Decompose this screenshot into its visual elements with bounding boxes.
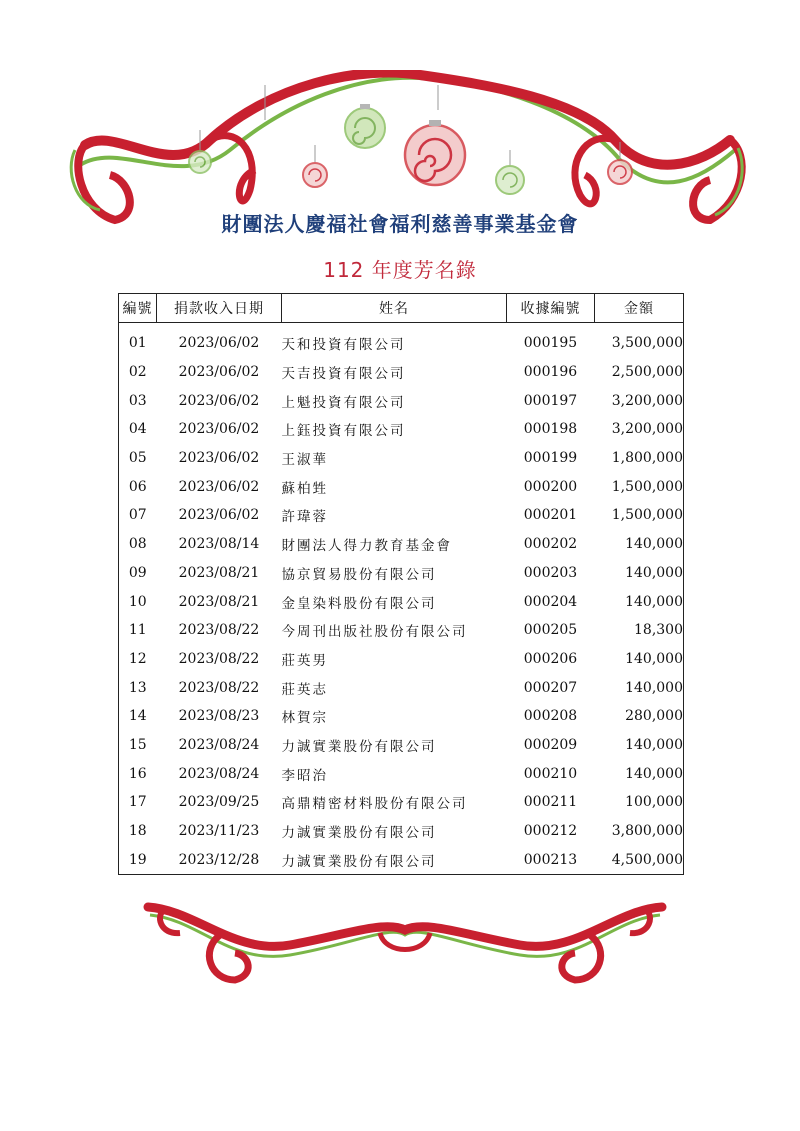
row-number: 10 — [128, 593, 147, 610]
row-amount: 3,800,000 — [611, 823, 683, 840]
row-donor-name: 財團法人得力教育基金會 — [281, 538, 452, 555]
row-receipt-number: 000196 — [523, 364, 578, 381]
row-donor-name: 王淑華 — [281, 452, 328, 469]
row-amount: 4,500,000 — [611, 851, 683, 868]
row-amount: 280,000 — [625, 708, 683, 725]
ornament-red-small-right — [608, 160, 632, 184]
row-donor-name: 力誠實業股份有限公司 — [281, 825, 437, 842]
row-amount: 1,500,000 — [611, 507, 683, 524]
row-donor-name: 天和投資有限公司 — [281, 337, 406, 354]
row-receipt-number: 000195 — [523, 335, 578, 352]
row-donor-name: 天吉投資有限公司 — [281, 366, 406, 383]
row-number: 06 — [128, 478, 147, 495]
table-row — [119, 501, 684, 530]
table-row — [119, 845, 684, 874]
row-date: 2023/08/21 — [178, 564, 260, 581]
table-row — [119, 472, 684, 501]
row-amount: 3,200,000 — [611, 421, 683, 438]
donor-table — [118, 293, 684, 875]
row-receipt-number: 000200 — [523, 478, 578, 495]
row-receipt-number: 000212 — [523, 823, 578, 840]
column-header-receipt: 收據編號 — [507, 294, 595, 323]
row-number: 11 — [128, 622, 147, 639]
row-receipt-number: 000202 — [523, 536, 578, 553]
row-date: 2023/11/23 — [178, 823, 260, 840]
table-row — [119, 759, 684, 788]
row-number: 09 — [128, 564, 147, 581]
row-receipt-number: 000205 — [523, 622, 578, 639]
row-date: 2023/08/14 — [178, 536, 260, 553]
table-row — [119, 673, 684, 702]
row-amount: 18,300 — [634, 622, 683, 639]
table-row — [119, 645, 684, 674]
row-number: 12 — [128, 650, 147, 667]
row-amount: 3,500,000 — [611, 335, 683, 352]
organization-name: 財團法人慶福社會福利慈善事業基金會 — [221, 212, 579, 236]
row-donor-name: 李昭治 — [281, 767, 328, 784]
row-number: 01 — [128, 335, 147, 352]
top-ribbon-ornament-decoration — [60, 70, 750, 230]
row-receipt-number: 000197 — [523, 392, 578, 409]
row-number: 04 — [128, 421, 147, 438]
table-row — [119, 788, 684, 817]
table-row — [119, 616, 684, 645]
row-amount: 140,000 — [625, 564, 683, 581]
row-donor-name: 今周刊出版社股份有限公司 — [281, 624, 468, 641]
row-date: 2023/06/02 — [178, 507, 260, 524]
row-donor-name: 莊英男 — [281, 652, 328, 669]
row-date: 2023/06/02 — [178, 392, 260, 409]
row-amount: 140,000 — [625, 593, 683, 610]
row-donor-name: 協京貿易股份有限公司 — [281, 566, 437, 583]
row-number: 16 — [128, 765, 147, 782]
row-amount: 140,000 — [625, 536, 683, 553]
table-row — [119, 530, 684, 559]
table-row — [119, 386, 684, 415]
ornament-red-large — [405, 120, 465, 185]
row-date: 2023/08/22 — [178, 650, 260, 667]
row-number: 17 — [128, 794, 147, 811]
column-header-number: 編號 — [119, 294, 157, 323]
row-donor-name: 林賀宗 — [281, 710, 328, 727]
row-number: 15 — [128, 736, 147, 753]
row-date: 2023/08/22 — [178, 622, 260, 639]
row-receipt-number: 000201 — [523, 507, 578, 524]
row-amount: 1,500,000 — [611, 478, 683, 495]
row-date: 2023/06/02 — [178, 335, 260, 352]
row-date: 2023/06/02 — [178, 450, 260, 467]
row-date: 2023/06/02 — [178, 364, 260, 381]
table-row — [119, 587, 684, 616]
table-row — [119, 702, 684, 731]
row-amount: 140,000 — [625, 736, 683, 753]
row-donor-name: 力誠實業股份有限公司 — [281, 853, 437, 870]
row-donor-name: 許瑋蓉 — [281, 509, 328, 526]
row-receipt-number: 000213 — [523, 851, 578, 868]
ornament-green-small-right — [496, 166, 524, 194]
row-receipt-number: 000210 — [523, 765, 578, 782]
table-row — [119, 415, 684, 444]
row-date: 2023/09/25 — [178, 794, 260, 811]
row-date: 2023/06/02 — [178, 478, 260, 495]
row-receipt-number: 000208 — [523, 708, 578, 725]
row-receipt-number: 000207 — [523, 679, 578, 696]
row-receipt-number: 000203 — [523, 564, 578, 581]
row-donor-name: 莊英志 — [281, 681, 328, 698]
row-date: 2023/08/23 — [178, 708, 260, 725]
row-donor-name: 高鼎精密材料股份有限公司 — [281, 796, 468, 813]
row-amount: 140,000 — [625, 765, 683, 782]
row-number: 14 — [128, 708, 147, 725]
row-donor-name: 金皇染料股份有限公司 — [281, 595, 437, 612]
row-receipt-number: 000198 — [523, 421, 578, 438]
row-number: 13 — [128, 679, 147, 696]
row-number: 02 — [128, 364, 147, 381]
row-donor-name: 上魁投資有限公司 — [281, 394, 406, 411]
column-header-name: 姓名 — [282, 294, 507, 323]
row-date: 2023/08/21 — [178, 593, 260, 610]
table-row — [119, 358, 684, 387]
row-date: 2023/08/24 — [178, 736, 260, 753]
row-donor-name: 上鈺投資有限公司 — [281, 423, 406, 440]
row-amount: 3,200,000 — [611, 392, 683, 409]
row-number: 18 — [128, 823, 147, 840]
column-header-amount: 金額 — [595, 294, 684, 323]
row-date: 2023/06/02 — [178, 421, 260, 438]
ornament-green-large — [345, 104, 385, 148]
row-amount: 2,500,000 — [611, 364, 683, 381]
table-row — [119, 444, 684, 473]
row-date: 2023/12/28 — [178, 851, 260, 868]
row-donor-name: 蘇柏甡 — [281, 480, 328, 497]
row-number: 03 — [128, 392, 147, 409]
table-row — [119, 817, 684, 846]
row-amount: 140,000 — [625, 679, 683, 696]
row-number: 19 — [128, 851, 147, 868]
row-amount: 100,000 — [625, 794, 683, 811]
row-amount: 1,800,000 — [611, 450, 683, 467]
row-date: 2023/08/22 — [178, 679, 260, 696]
row-receipt-number: 000199 — [523, 450, 578, 467]
bottom-ribbon-decoration — [140, 895, 670, 990]
table-row — [119, 323, 684, 358]
ornament-green-small-left — [189, 151, 211, 173]
table-row — [119, 731, 684, 760]
row-receipt-number: 000206 — [523, 650, 578, 667]
row-receipt-number: 000209 — [523, 736, 578, 753]
row-number: 05 — [128, 450, 147, 467]
row-number: 07 — [128, 507, 147, 524]
row-number: 08 — [128, 536, 147, 553]
table-row — [119, 559, 684, 588]
row-receipt-number: 000211 — [523, 794, 578, 811]
row-date: 2023/08/24 — [178, 765, 260, 782]
column-header-date: 捐款收入日期 — [157, 294, 282, 323]
row-receipt-number: 000204 — [523, 593, 578, 610]
page-title: 112 年度芳名錄 — [323, 258, 477, 282]
row-amount: 140,000 — [625, 650, 683, 667]
table-header-row — [119, 294, 684, 323]
ornament-red-small-left — [303, 163, 327, 187]
row-donor-name: 力誠實業股份有限公司 — [281, 738, 437, 755]
